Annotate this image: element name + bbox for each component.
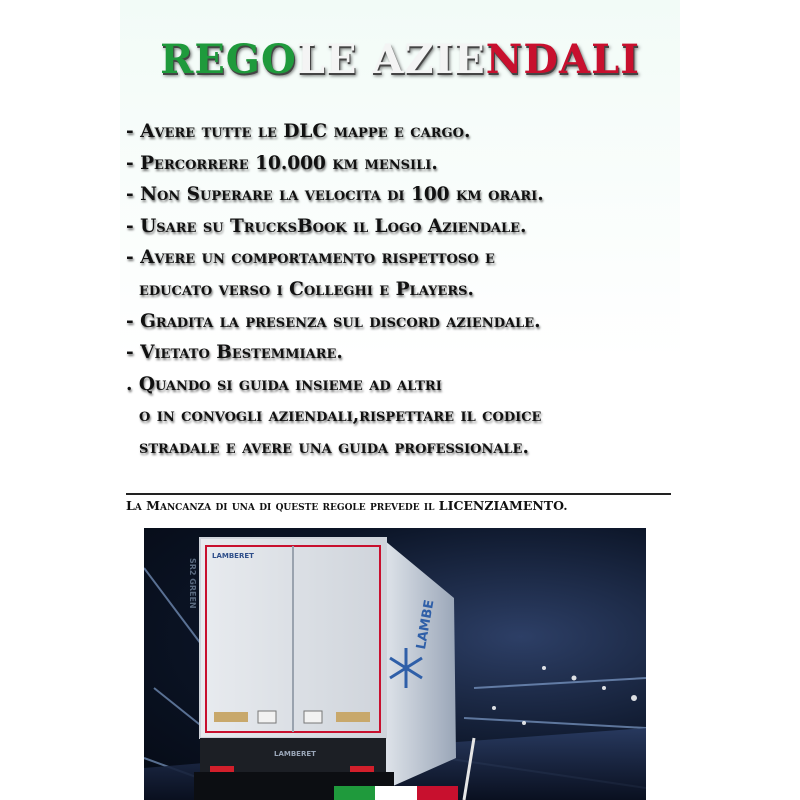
divider [126, 493, 671, 495]
rules-list [126, 116, 678, 464]
truck-photo [144, 528, 646, 800]
flag-green-stripe [334, 786, 375, 800]
rules-poster [120, 0, 680, 800]
rule-item: - Avere un comportamento rispettoso e educato verso i Colleghi e Players. [126, 247, 495, 300]
rule-item: . Quando si guida insieme ad altri o in convogli aziendali,rispettare il codice [126, 373, 542, 427]
rule-item: - Avere tutte le DLC mappe e cargo. [126, 121, 471, 142]
rule-item: - Gradita la presenza sul discord aziendale. [126, 310, 541, 332]
flag-white-stripe [375, 786, 416, 800]
vertical-text: SR2 GREEN [188, 558, 197, 609]
side-brand-label: LAMBE [414, 598, 438, 651]
rule-item: - Vietato Bestemmiare. [126, 342, 343, 364]
title-white-part: LE AZIE [296, 36, 486, 83]
rule-item: stradale e avere una guida professionale. [139, 436, 529, 458]
footnote: La Mancanza di una di queste regole prevede il LICENZIAMENTO. [126, 498, 568, 513]
rule-item: - Usare su TrucksBook il Logo Aziendale. [126, 215, 527, 237]
title-red-part: NDALI [485, 36, 640, 83]
title-green-part: REGO [160, 36, 297, 83]
rule-item: - Percorrere 10.000 km mensili. [126, 152, 438, 174]
door-brand-label: LAMBERET [212, 552, 254, 560]
rule-item: - Non Superare la velocita di 100 km orari. [126, 184, 544, 206]
italian-flag [334, 786, 458, 800]
poster-title [120, 32, 680, 88]
bumper-brand-label: LAMBERET [274, 750, 316, 758]
flag-red-stripe [417, 786, 458, 800]
